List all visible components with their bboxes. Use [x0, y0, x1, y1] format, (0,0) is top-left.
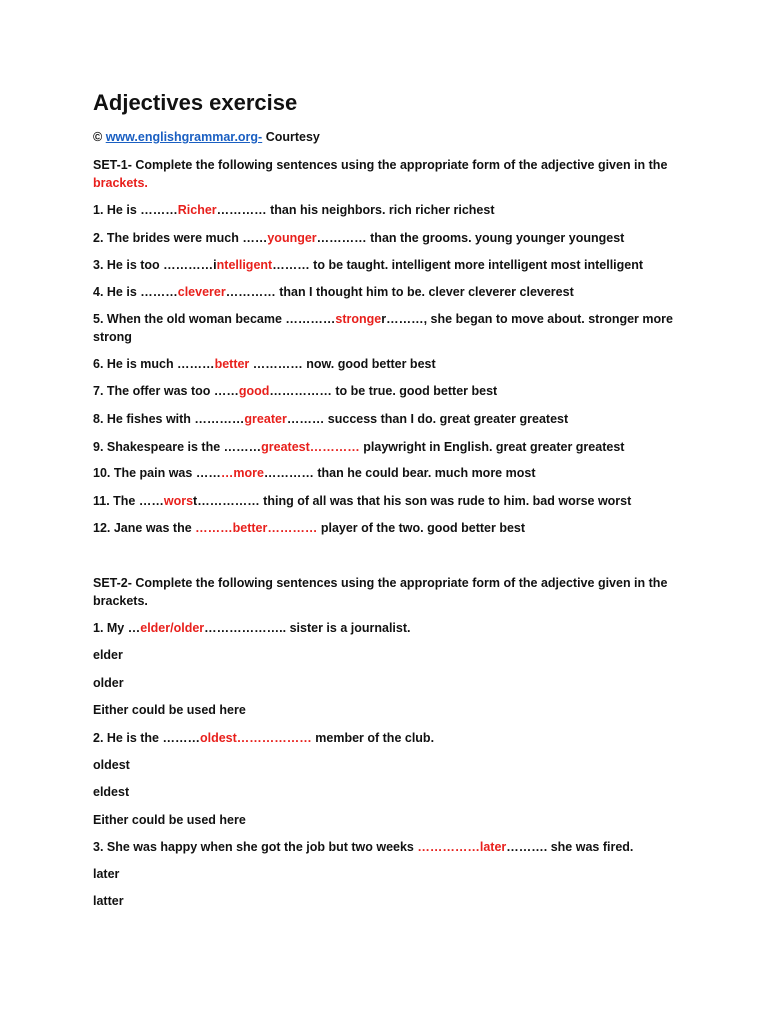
question-answer: ……………later — [417, 840, 507, 854]
item-suffix: r………, she began to move about. stronger more strong — [93, 312, 673, 344]
question-suffix: ……………….. sister is a journalist. — [204, 621, 411, 635]
item-prefix: 3. He is too …………i — [93, 258, 217, 272]
set1-item-11 — [93, 492, 631, 510]
set2-q2-option: eldest — [93, 785, 130, 799]
item-prefix: 8. He fishes with ………… — [93, 412, 245, 426]
item-suffix: ………… than the grooms. young younger youngest — [316, 231, 625, 245]
question-answer: oldest……………… — [199, 731, 312, 745]
set1-item-5 — [93, 310, 678, 346]
credit-suffix: Courtesy — [262, 130, 320, 144]
item-answer: greater — [244, 412, 287, 426]
item-suffix: ……… success than I do. great greater greatest — [286, 412, 569, 426]
item-suffix: ………… than his neighbors. rich richer richest — [216, 203, 495, 217]
set1-item-8 — [93, 410, 568, 428]
set2-q1-option: older — [93, 676, 124, 690]
set2-q3-option: latter — [93, 894, 124, 908]
item-answer: …more — [220, 466, 264, 480]
item-suffix: player of the two. good better best — [317, 521, 526, 535]
question-suffix: member of the club. — [311, 731, 435, 745]
set1-item-12 — [93, 519, 525, 537]
item-prefix: 7. The offer was too …… — [93, 384, 239, 398]
question-suffix: ………. she was fired. — [506, 840, 634, 854]
item-prefix: 2. The brides were much …… — [93, 231, 268, 245]
item-prefix: 10. The pain was …… — [93, 466, 221, 480]
set2-question-2 — [93, 729, 434, 747]
question-prefix: 3. She was happy when she got the job but two weeks — [93, 840, 418, 854]
item-answer: greatest………… — [261, 440, 360, 454]
question-prefix: 2. He is the ……… — [93, 731, 200, 745]
set1-item-7 — [93, 382, 497, 400]
item-suffix: playwright in English. great greater greatest — [359, 440, 625, 454]
item-answer: younger — [267, 231, 317, 245]
credit-line — [93, 128, 320, 146]
copyright-symbol: © — [93, 130, 103, 144]
set2-intro: SET-2- Complete the following sentences using the appropriate form of the adjective given in the brackets. — [93, 576, 668, 608]
item-prefix: 1. He is ……… — [93, 203, 178, 217]
item-prefix: 4. He is ……… — [93, 285, 178, 299]
item-prefix: 11. The …… — [93, 494, 164, 508]
item-answer: ntelligent — [216, 258, 273, 272]
set2-q2-option: oldest — [93, 758, 130, 772]
item-suffix: ………… than he could bear. much more most — [263, 466, 536, 480]
item-answer: ………better………… — [195, 521, 318, 535]
item-answer: cleverer — [177, 285, 226, 299]
set1-intro-brackets: brackets. — [93, 176, 148, 190]
item-suffix: t…………… thing of all was that his son was rude to him. bad worse worst — [193, 494, 632, 508]
set1-item-2 — [93, 229, 624, 247]
set1-item-6 — [93, 355, 436, 373]
source-link[interactable]: www.englishgrammar.org- — [105, 130, 263, 144]
question-prefix: 1. My … — [93, 621, 141, 635]
set2-question-1 — [93, 619, 410, 637]
item-answer: stronge — [335, 312, 382, 326]
set2-q2-option: Either could be used here — [93, 813, 246, 827]
item-prefix: 6. He is much ……… — [93, 357, 215, 371]
set2-question-3 — [93, 838, 633, 856]
item-answer: Richer — [177, 203, 217, 217]
set1-item-10 — [93, 464, 535, 482]
item-suffix: ………… than I thought him to be. clever cleverer cleverest — [225, 285, 574, 299]
item-prefix: 5. When the old woman became ………… — [93, 312, 336, 326]
page-title: Adjectives exercise — [93, 90, 298, 115]
item-answer: good — [238, 384, 270, 398]
set2-q3-option: later — [93, 867, 120, 881]
set1-item-4 — [93, 283, 574, 301]
item-prefix: 12. Jane was the — [93, 521, 196, 535]
item-answer: wors — [163, 494, 194, 508]
question-answer: elder/older — [140, 621, 205, 635]
set1-intro — [93, 156, 667, 174]
item-suffix: ……… to be taught. intelligent more intelligent most intelligent — [272, 258, 644, 272]
set1-intro-text: SET-1- Complete the following sentences using the appropriate form of the adjective given in the — [93, 158, 668, 172]
item-suffix: ………… now. good better best — [249, 357, 436, 371]
set2-q1-option: elder — [93, 648, 123, 662]
set1-item-3 — [93, 256, 643, 274]
item-prefix: 9. Shakespeare is the ……… — [93, 440, 262, 454]
set1-item-9 — [93, 438, 624, 456]
set1-item-1 — [93, 201, 495, 219]
item-answer: better — [214, 357, 250, 371]
item-suffix: …………… to be true. good better best — [269, 384, 498, 398]
set2-q1-option: Either could be used here — [93, 703, 246, 717]
